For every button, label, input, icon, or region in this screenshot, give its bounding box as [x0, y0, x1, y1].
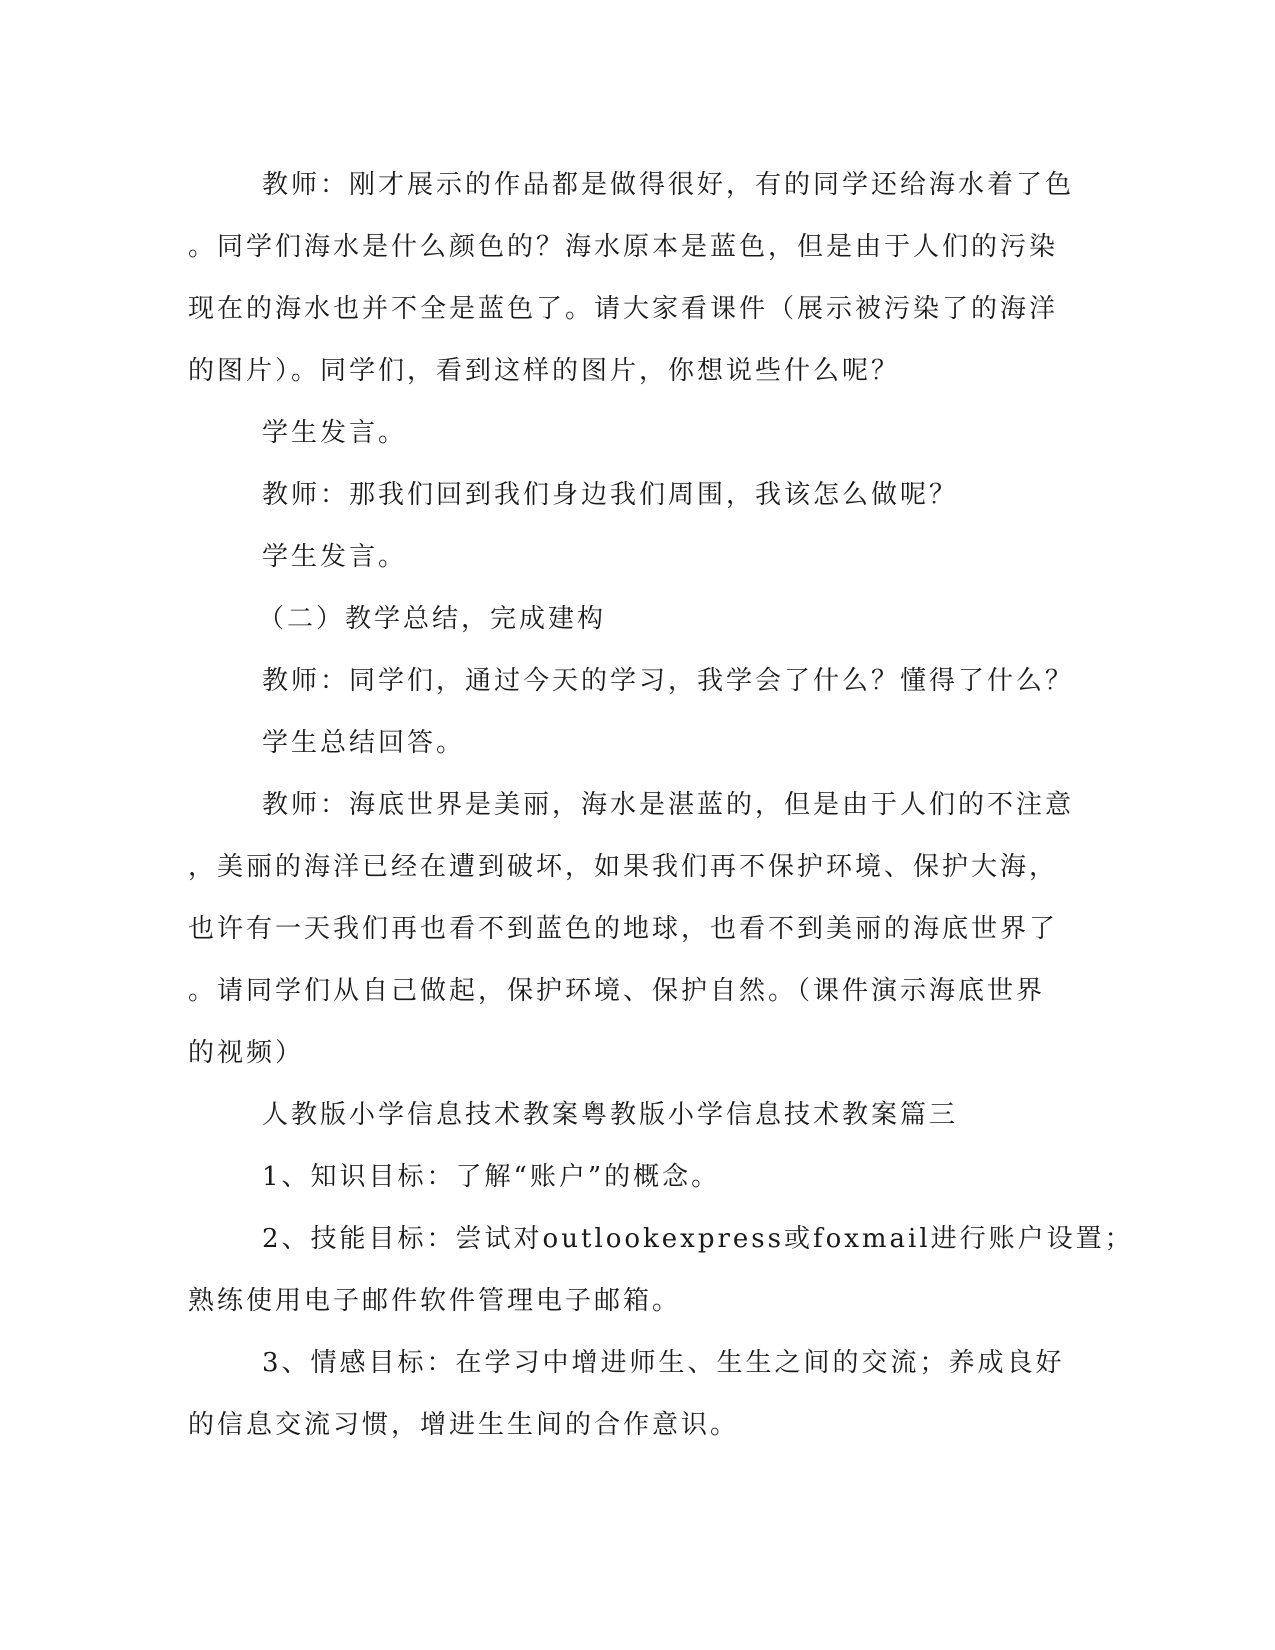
- paragraph-line: 学生发言。: [262, 542, 408, 572]
- paragraph-line: 的信息交流习惯，增进生生间的合作意识。: [188, 1410, 740, 1440]
- paragraph-line: ，美丽的海洋已经在遭到破坏，如果我们再不保护环境、保护大海，: [188, 852, 1059, 882]
- paragraph-line: 教师：海底世界是美丽，海水是湛蓝的，但是由于人们的不注意: [262, 790, 1075, 820]
- paragraph-line: 熟练使用电子邮件软件管理电子邮箱。: [188, 1286, 682, 1316]
- paragraph-line: 。请同学们从自己做起，保护环境、保护自然。（课件演示海底世界: [188, 976, 1046, 1006]
- document-body: [188, 154, 1134, 1456]
- section-heading: （二）教学总结，完成建构: [258, 604, 607, 634]
- section-title: 人教版小学信息技术教案粤教版小学信息技术教案篇三: [262, 1100, 959, 1130]
- paragraph-line: 教师：刚才展示的作品都是做得很好，有的同学还给海水着了色: [262, 170, 1075, 200]
- objective-item: 1、知识目标：了解“账户”的概念。: [262, 1162, 721, 1192]
- objective-item: 2、技能目标：尝试对outlookexpress或foxmail进行账户设置；: [262, 1224, 1134, 1254]
- paragraph-line: 现在的海水也并不全是蓝色了。请大家看课件（展示被污染了的海洋: [188, 294, 1059, 324]
- paragraph-line: 也许有一天我们再也看不到蓝色的地球，也看不到美丽的海底世界了: [188, 914, 1059, 944]
- paragraph-line: 学生总结回答。: [262, 728, 466, 758]
- paragraph-line: 教师：同学们，通过今天的学习，我学会了什么？懂得了什么？: [262, 666, 1075, 696]
- paragraph-line: 。同学们海水是什么颜色的？海水原本是蓝色，但是由于人们的污染: [188, 232, 1059, 262]
- paragraph-line: 教师：那我们回到我们身边我们周围，我该怎么做呢？: [262, 480, 959, 510]
- objective-item: 3、情感目标：在学习中增进师生、生生之间的交流；养成良好: [262, 1348, 1065, 1378]
- paragraph-line: 学生发言。: [262, 418, 408, 448]
- paragraph-line: 的视频）: [188, 1038, 305, 1068]
- paragraph-line: 的图片）。同学们，看到这样的图片，你想说些什么呢？: [188, 356, 901, 386]
